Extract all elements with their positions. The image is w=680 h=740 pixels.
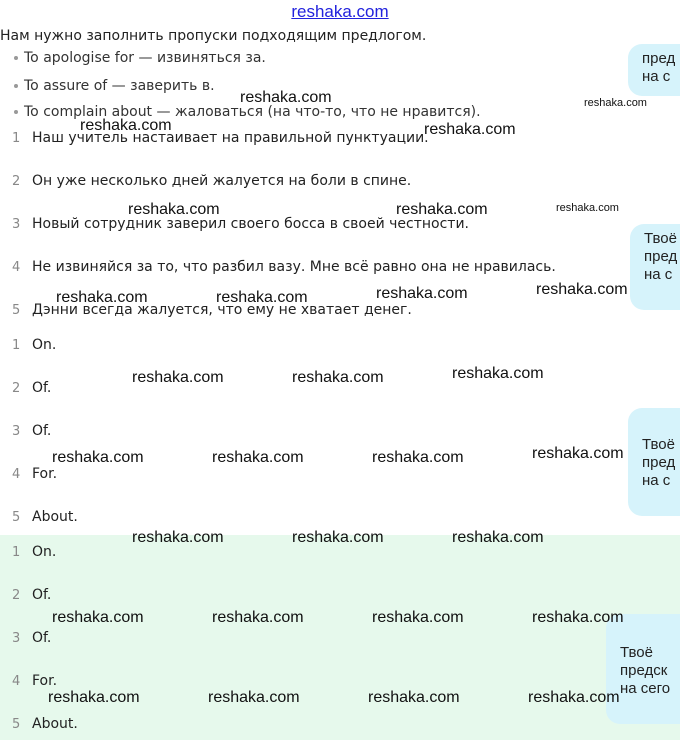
watermark: reshaka.com bbox=[452, 529, 544, 546]
watermark: reshaka.com bbox=[132, 369, 224, 386]
watermark: reshaka.com bbox=[536, 281, 628, 298]
watermark: reshaka.com bbox=[532, 445, 624, 462]
bullet-item: To complain about — жаловаться (на что-то, что не нравится). bbox=[14, 104, 481, 120]
bullet-item: To assure of — заверить в. bbox=[14, 78, 215, 94]
answer-row: 5 About. bbox=[12, 509, 78, 525]
watermark: reshaka.com bbox=[212, 609, 304, 626]
answer-row: 4 For. bbox=[12, 466, 58, 482]
sentence-row: 2 Он уже несколько дней жалуется на боли в спине. bbox=[12, 173, 412, 189]
answer-row: 3 Of. bbox=[12, 423, 52, 439]
watermark: reshaka.com bbox=[452, 365, 544, 382]
watermark: reshaka.com bbox=[52, 609, 144, 626]
answer-row: 5 About. bbox=[12, 716, 78, 732]
watermark: reshaka.com bbox=[56, 289, 148, 306]
watermark: reshaka.com bbox=[48, 689, 140, 706]
watermark: reshaka.com bbox=[584, 97, 647, 109]
answer-row: 4 For. bbox=[12, 673, 58, 689]
sentence-row: 1 Наш учитель настаивает на правильной пунктуации. bbox=[12, 130, 429, 146]
watermark: reshaka.com bbox=[52, 449, 144, 466]
watermark: reshaka.com bbox=[132, 529, 224, 546]
answer-row: 1 On. bbox=[12, 337, 57, 353]
chat-bubble[interactable]: Твоё пред на с bbox=[630, 224, 680, 310]
watermark: reshaka.com bbox=[212, 449, 304, 466]
chat-bubble[interactable]: Твоё предск на сего bbox=[606, 614, 680, 724]
watermark: reshaka.com bbox=[368, 689, 460, 706]
watermark: reshaka.com bbox=[376, 285, 468, 302]
watermark: reshaka.com bbox=[216, 289, 308, 306]
sentence-row: 5 Дэнни всегда жалуется, что ему не хватает денег. bbox=[12, 302, 412, 318]
watermark: reshaka.com bbox=[528, 689, 620, 706]
watermark: reshaka.com bbox=[532, 609, 624, 626]
watermark: reshaka.com bbox=[372, 609, 464, 626]
answer-row: 2 Of. bbox=[12, 587, 52, 603]
sentence-row: 3 Новый сотрудник заверил своего босса в своей честности. bbox=[12, 216, 470, 232]
answer-row: 1 On. bbox=[12, 544, 57, 560]
watermark: reshaka.com bbox=[292, 529, 384, 546]
watermark: reshaka.com bbox=[424, 121, 516, 138]
chat-bubble[interactable]: пред на с bbox=[628, 44, 680, 96]
answer-row: 3 Of. bbox=[12, 630, 52, 646]
watermark: reshaka.com bbox=[292, 369, 384, 386]
bullet-dot-icon bbox=[14, 110, 18, 114]
bullet-dot-icon bbox=[14, 56, 18, 60]
bullet-item: To apologise for — извиняться за. bbox=[14, 50, 266, 66]
watermark: reshaka.com bbox=[80, 117, 172, 134]
watermark: reshaka.com bbox=[396, 201, 488, 218]
watermark: reshaka.com bbox=[556, 202, 619, 214]
answer-row: 2 Of. bbox=[12, 380, 52, 396]
chat-bubble[interactable]: Твоё пред на с bbox=[628, 408, 680, 516]
watermark: reshaka.com bbox=[128, 201, 220, 218]
answer-highlight-block bbox=[0, 535, 680, 740]
watermark: reshaka.com bbox=[372, 449, 464, 466]
watermark: reshaka.com bbox=[240, 89, 332, 106]
site-logo-link[interactable]: reshaka.com bbox=[291, 2, 389, 21]
watermark: reshaka.com bbox=[208, 689, 300, 706]
task-intro: Нам нужно заполнить пропуски подходящим предлогом. bbox=[0, 28, 427, 44]
bullet-dot-icon bbox=[14, 84, 18, 88]
sentence-row: 4 Не извиняйся за то, что разбил вазу. Мне всё равно она не нравилась. bbox=[12, 259, 556, 275]
